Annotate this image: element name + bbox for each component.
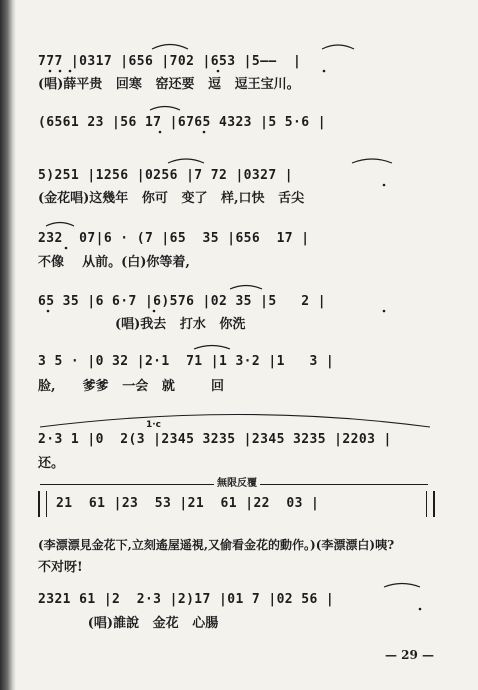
lyric-line-6: 脸, 爹爹 一会 就 回	[38, 379, 225, 394]
tie-8	[194, 346, 230, 350]
repeat-start-sign	[38, 491, 47, 517]
tie-4	[168, 159, 204, 163]
tie-3	[150, 107, 180, 111]
repeat-end-sign	[426, 491, 435, 517]
tie-9	[384, 584, 420, 588]
notation-line-6: 3 5 · |0 32 |2·1 71 |1 3·2 |1 3 |	[38, 354, 335, 369]
grace-note: 1·c	[146, 420, 162, 430]
notation-line-7: 2·3 1 |0 2(3 |2345 3235 |2345 3235 |2203 |	[38, 432, 392, 447]
stage-direction-2: 不对呀!	[38, 560, 83, 575]
lyric-line-7: 还。	[38, 456, 65, 471]
notation-line-8: 21 61 |23 53 |21 61 |22 03 |	[56, 496, 320, 511]
tie-1	[152, 45, 188, 50]
tie-6	[46, 223, 74, 227]
notation-line-5: 65 35 |6 6·7 |6)576 |02 35 |5 2 |	[38, 294, 326, 309]
lyric-line-9: (唱)誰說 金花 心腸	[38, 616, 219, 631]
book-spine-shadow	[0, 0, 16, 690]
page-number: — 29 —	[384, 648, 434, 662]
notation-line-4: 232 07|6 · (7 |65 35 |656 17 |	[38, 231, 310, 246]
notation-line-2: (6561 23 |56 17 |6765 4323 |5 5·6 |	[38, 115, 326, 130]
lyric-line-5: (唱)我去 打水 你洗	[38, 317, 246, 332]
notation-line-3: 5)251 |1256 |0256 |7 72 |0327 |	[38, 168, 294, 183]
phrase-arc	[40, 415, 430, 428]
notation-line-1: 777 |0317 |656 |702 |653 |5—— |	[38, 54, 302, 69]
tie-5	[352, 159, 392, 163]
lyric-line-1: (唱)薛平贵 回寒 窑还要 逗 逗王宝川。	[38, 77, 300, 92]
tie-7	[230, 286, 262, 290]
low-octave-dots	[47, 70, 422, 611]
notation-line-9: 2321 61 |2 2·3 |2)17 |01 7 |02 56 |	[38, 592, 335, 607]
repeat-marker: 無限反覆	[214, 477, 260, 491]
lyric-line-3: (金花唱)这幾年 你可 变了 样,口快 舌尖	[38, 191, 305, 206]
stage-direction: (李漂漂見金花下,立刻遙屋遥視,又偷看金花的動作。)(李漂漂白)咦?	[38, 538, 395, 552]
tie-2	[322, 45, 354, 49]
lyric-line-4: 不像 从前。(白)你等着,	[38, 255, 190, 270]
